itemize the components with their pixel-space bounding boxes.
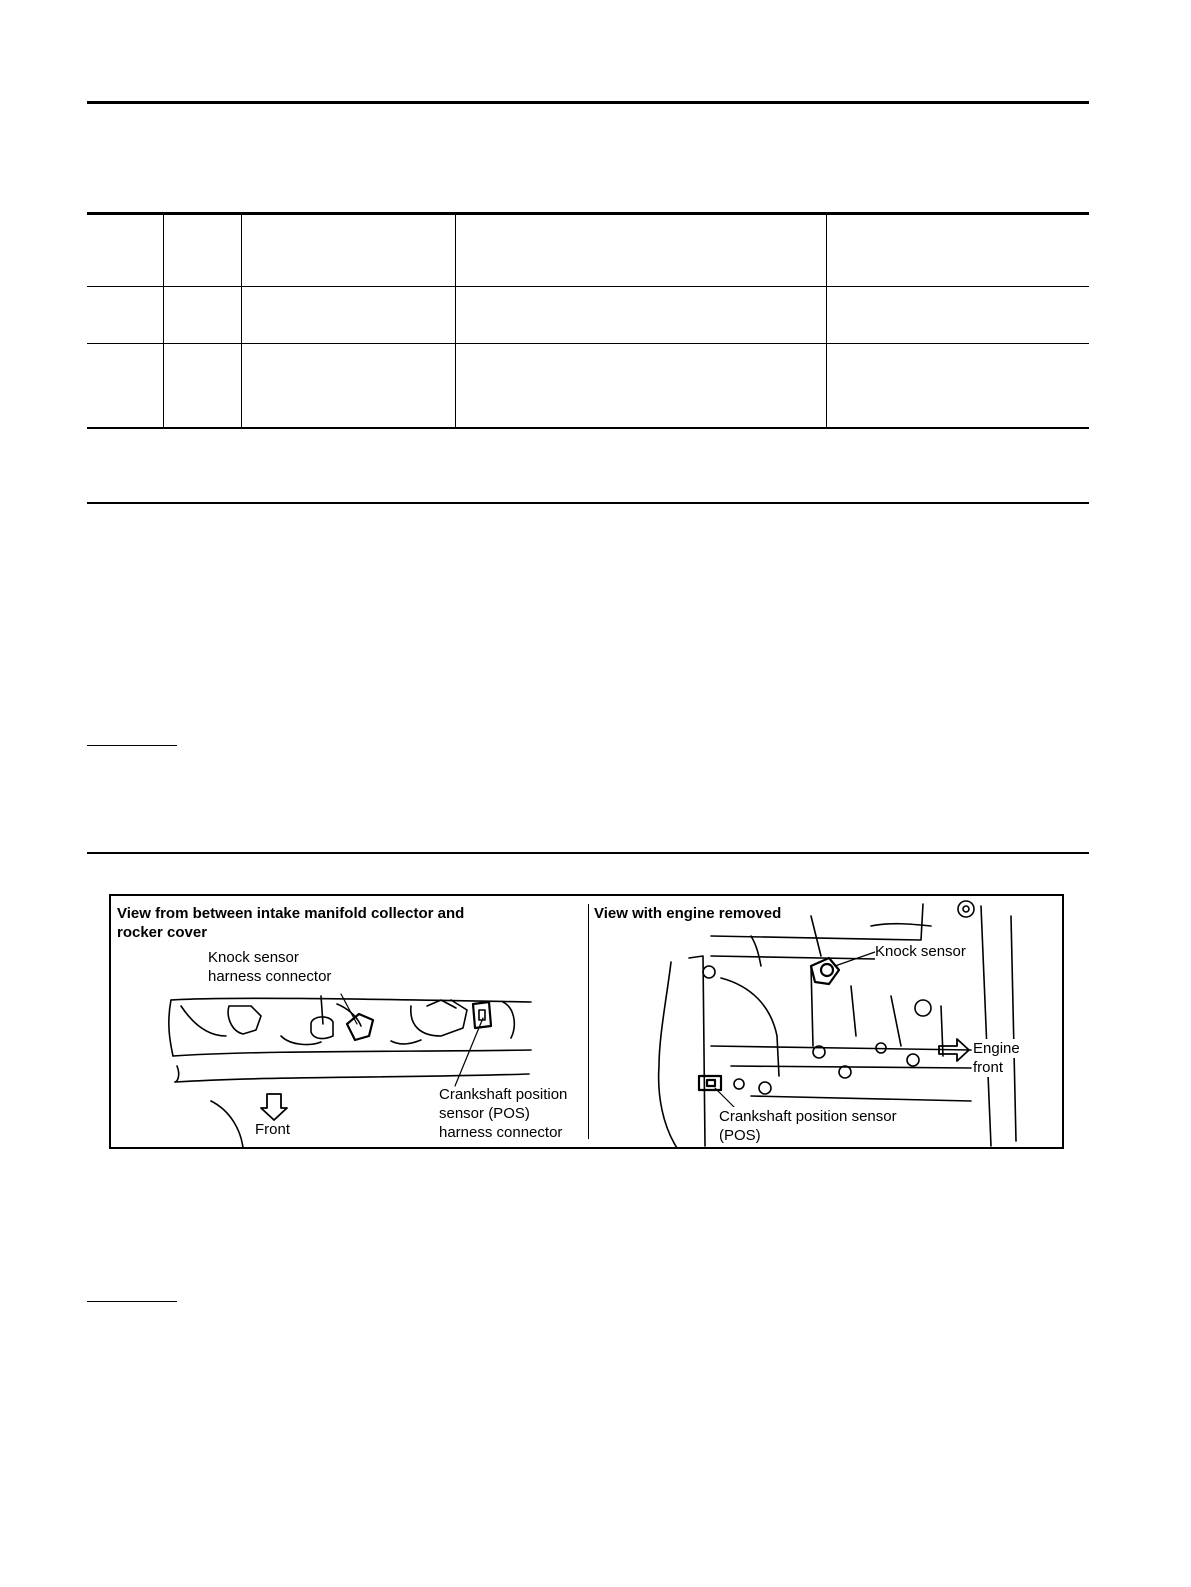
left-view-title-line1: View from between intake manifold collector and <box>117 905 465 922</box>
table-cell <box>455 287 826 344</box>
table-cell <box>241 344 455 429</box>
table-cell <box>87 287 163 344</box>
ckp-connector-label-line1: Crankshaft position <box>439 1086 568 1103</box>
table-row <box>87 287 1089 344</box>
table-cell <box>163 344 241 429</box>
engine-front-label-line1: Engine <box>973 1040 1020 1057</box>
engine-front-label-line2: front <box>973 1059 1004 1076</box>
ckp-connector-label-line2: sensor (POS) <box>439 1105 530 1122</box>
short-rule <box>87 1301 177 1302</box>
table-cell <box>826 287 1089 344</box>
section-rule <box>87 502 1089 504</box>
table-cell <box>163 287 241 344</box>
table-cell <box>826 214 1089 287</box>
ckp-sensor-label-line2: (POS) <box>719 1127 761 1144</box>
sensor-location-figure <box>109 894 1064 1149</box>
table-cell <box>87 214 163 287</box>
right-view-title: View with engine removed <box>594 904 784 923</box>
spec-table <box>87 212 1089 429</box>
knock-sensor-label: Knock sensor <box>875 943 966 960</box>
ckp-sensor-label-line1: Crankshaft position sensor <box>719 1108 897 1125</box>
table-cell <box>163 214 241 287</box>
table-cell <box>241 214 455 287</box>
table-cell <box>826 344 1089 429</box>
engine-illustration <box>111 896 1064 1149</box>
table-cell <box>241 287 455 344</box>
section-rule <box>87 852 1089 854</box>
table-cell <box>455 214 826 287</box>
table-cell <box>87 344 163 429</box>
short-rule <box>87 745 177 746</box>
ckp-connector-label-line3: harness connector <box>439 1124 563 1141</box>
knock-connector-label-line1: Knock sensor <box>208 949 299 966</box>
left-view-title-line2: rocker cover <box>117 924 208 941</box>
knock-connector-label-line2: harness connector <box>208 968 332 985</box>
header-rule <box>87 101 1089 104</box>
table-header-row <box>87 214 1089 287</box>
table-row <box>87 344 1089 429</box>
front-label: Front <box>255 1121 291 1138</box>
table-cell <box>455 344 826 429</box>
